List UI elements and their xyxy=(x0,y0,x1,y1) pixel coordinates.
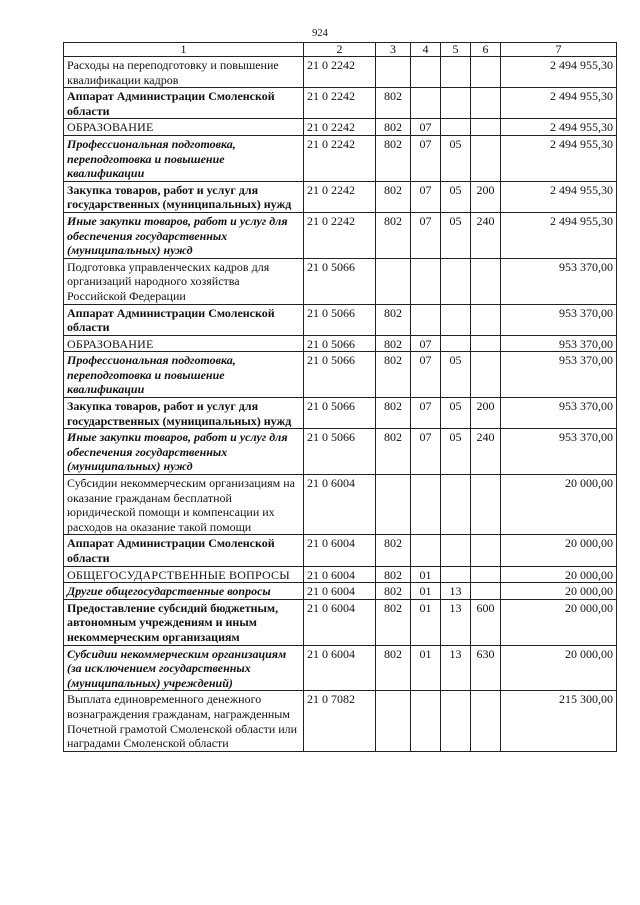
row-subsection-cell xyxy=(441,566,471,583)
row-amount-cell: 20 000,00 xyxy=(501,535,617,566)
header-col-6: 6 xyxy=(471,43,501,57)
row-amount-cell: 2 494 955,30 xyxy=(501,181,617,212)
row-ministry-code-cell: 802 xyxy=(376,645,411,691)
row-name-cell: Субсидии некоммерческим организациям на оказание гражданам бесплатной юридической помощи и компенсации их расходов на оказание такой помощи xyxy=(64,475,304,535)
row-section-cell: 07 xyxy=(411,352,441,398)
row-section-cell: 07 xyxy=(411,335,441,352)
row-target-article-cell: 21 0 5066 xyxy=(304,304,376,335)
row-amount-cell: 953 370,00 xyxy=(501,258,617,304)
row-name-cell: ОБРАЗОВАНИЕ xyxy=(64,335,304,352)
row-section-cell xyxy=(411,258,441,304)
table-row xyxy=(64,535,617,566)
row-target-article-cell: 21 0 2242 xyxy=(304,119,376,136)
row-name-cell: Другие общегосударственные вопросы xyxy=(64,583,304,600)
row-expense-type-cell xyxy=(471,535,501,566)
row-ministry-code-cell: 802 xyxy=(376,304,411,335)
row-expense-type-cell xyxy=(471,335,501,352)
table-row xyxy=(64,599,617,645)
budget-table xyxy=(63,42,617,752)
row-target-article-cell: 21 0 6004 xyxy=(304,583,376,600)
row-subsection-cell: 05 xyxy=(441,181,471,212)
row-subsection-cell: 05 xyxy=(441,398,471,429)
row-expense-type-cell: 600 xyxy=(471,599,501,645)
row-target-article-cell: 21 0 6004 xyxy=(304,645,376,691)
header-col-3: 3 xyxy=(376,43,411,57)
row-subsection-cell: 05 xyxy=(441,352,471,398)
row-expense-type-cell xyxy=(471,475,501,535)
row-amount-cell: 2 494 955,30 xyxy=(501,88,617,119)
row-section-cell xyxy=(411,88,441,119)
row-subsection-cell xyxy=(441,119,471,136)
row-ministry-code-cell: 802 xyxy=(376,335,411,352)
row-name-cell: Выплата единовременного денежного вознаграждения гражданам, награжденным Почетной грамотой Смоленской области или наградами Смоленской области xyxy=(64,691,304,751)
row-amount-cell: 20 000,00 xyxy=(501,475,617,535)
row-ministry-code-cell xyxy=(376,691,411,751)
row-expense-type-cell xyxy=(471,304,501,335)
row-ministry-code-cell xyxy=(376,258,411,304)
row-name-cell: Расходы на переподготовку и повышение квалификации кадров xyxy=(64,57,304,88)
row-name-cell: Закупка товаров, работ и услуг для государственных (муниципальных) нужд xyxy=(64,398,304,429)
header-col-2: 2 xyxy=(304,43,376,57)
table-row xyxy=(64,57,617,88)
row-subsection-cell xyxy=(441,304,471,335)
row-name-cell: Подготовка управленческих кадров для организаций народного хозяйства Российской Федерации xyxy=(64,258,304,304)
row-name-cell: ОБЩЕГОСУДАРСТВЕННЫЕ ВОПРОСЫ xyxy=(64,566,304,583)
table-row xyxy=(64,119,617,136)
table-row xyxy=(64,181,617,212)
row-amount-cell: 953 370,00 xyxy=(501,429,617,475)
row-name-cell: Иные закупки товаров, работ и услуг для обеспечения государственных (муниципальных) нужд xyxy=(64,212,304,258)
row-ministry-code-cell: 802 xyxy=(376,119,411,136)
page-number: 924 xyxy=(312,28,328,39)
row-amount-cell: 20 000,00 xyxy=(501,566,617,583)
row-amount-cell: 953 370,00 xyxy=(501,352,617,398)
header-col-5: 5 xyxy=(441,43,471,57)
row-expense-type-cell xyxy=(471,566,501,583)
row-expense-type-cell xyxy=(471,352,501,398)
row-section-cell: 01 xyxy=(411,599,441,645)
row-subsection-cell: 05 xyxy=(441,212,471,258)
table-row xyxy=(64,645,617,691)
row-amount-cell: 20 000,00 xyxy=(501,583,617,600)
row-ministry-code-cell: 802 xyxy=(376,135,411,181)
row-amount-cell: 20 000,00 xyxy=(501,599,617,645)
row-section-cell xyxy=(411,691,441,751)
table-row xyxy=(64,566,617,583)
row-target-article-cell: 21 0 6004 xyxy=(304,599,376,645)
row-name-cell: Аппарат Администрации Смоленской области xyxy=(64,88,304,119)
row-target-article-cell: 21 0 5066 xyxy=(304,429,376,475)
row-target-article-cell: 21 0 5066 xyxy=(304,352,376,398)
row-ministry-code-cell: 802 xyxy=(376,535,411,566)
table-row xyxy=(64,429,617,475)
table-body xyxy=(64,57,617,752)
table-row xyxy=(64,583,617,600)
row-section-cell: 01 xyxy=(411,645,441,691)
header-col-7: 7 xyxy=(501,43,617,57)
row-section-cell: 01 xyxy=(411,583,441,600)
row-subsection-cell xyxy=(441,57,471,88)
row-amount-cell: 2 494 955,30 xyxy=(501,135,617,181)
row-expense-type-cell xyxy=(471,119,501,136)
row-ministry-code-cell: 802 xyxy=(376,88,411,119)
table-row xyxy=(64,135,617,181)
row-ministry-code-cell: 802 xyxy=(376,583,411,600)
row-section-cell: 07 xyxy=(411,119,441,136)
row-subsection-cell xyxy=(441,475,471,535)
row-subsection-cell: 13 xyxy=(441,583,471,600)
row-subsection-cell xyxy=(441,88,471,119)
row-ministry-code-cell: 802 xyxy=(376,429,411,475)
table-row xyxy=(64,352,617,398)
row-expense-type-cell: 200 xyxy=(471,398,501,429)
row-target-article-cell: 21 0 2242 xyxy=(304,88,376,119)
row-amount-cell: 20 000,00 xyxy=(501,645,617,691)
row-name-cell: Иные закупки товаров, работ и услуг для обеспечения государственных (муниципальных) нужд xyxy=(64,429,304,475)
row-expense-type-cell xyxy=(471,57,501,88)
row-amount-cell: 2 494 955,30 xyxy=(501,57,617,88)
row-target-article-cell: 21 0 5066 xyxy=(304,258,376,304)
row-amount-cell: 215 300,00 xyxy=(501,691,617,751)
row-section-cell xyxy=(411,57,441,88)
row-target-article-cell: 21 0 5066 xyxy=(304,398,376,429)
row-target-article-cell: 21 0 5066 xyxy=(304,335,376,352)
row-expense-type-cell xyxy=(471,691,501,751)
row-amount-cell: 953 370,00 xyxy=(501,398,617,429)
row-target-article-cell: 21 0 2242 xyxy=(304,181,376,212)
row-expense-type-cell xyxy=(471,135,501,181)
table-row xyxy=(64,398,617,429)
row-ministry-code-cell xyxy=(376,57,411,88)
table-row xyxy=(64,335,617,352)
row-subsection-cell: 05 xyxy=(441,429,471,475)
row-subsection-cell: 13 xyxy=(441,599,471,645)
row-name-cell: Предоставление субсидий бюджетным, автономным учреждениям и иным некоммерческим организациям xyxy=(64,599,304,645)
row-ministry-code-cell: 802 xyxy=(376,566,411,583)
row-subsection-cell xyxy=(441,535,471,566)
row-section-cell xyxy=(411,304,441,335)
row-target-article-cell: 21 0 2242 xyxy=(304,135,376,181)
row-subsection-cell xyxy=(441,258,471,304)
row-ministry-code-cell: 802 xyxy=(376,398,411,429)
row-section-cell: 07 xyxy=(411,181,441,212)
row-target-article-cell: 21 0 6004 xyxy=(304,535,376,566)
row-amount-cell: 953 370,00 xyxy=(501,335,617,352)
row-amount-cell: 953 370,00 xyxy=(501,304,617,335)
row-expense-type-cell: 200 xyxy=(471,181,501,212)
header-col-4: 4 xyxy=(411,43,441,57)
row-name-cell: Субсидии некоммерческим организациям (за исключением государственных (муниципальных) учреждений) xyxy=(64,645,304,691)
row-target-article-cell: 21 0 6004 xyxy=(304,475,376,535)
row-expense-type-cell xyxy=(471,583,501,600)
row-target-article-cell: 21 0 2242 xyxy=(304,212,376,258)
row-name-cell: Аппарат Администрации Смоленской области xyxy=(64,304,304,335)
table-row xyxy=(64,304,617,335)
row-subsection-cell: 13 xyxy=(441,645,471,691)
table-row xyxy=(64,691,617,751)
row-subsection-cell xyxy=(441,691,471,751)
row-expense-type-cell: 630 xyxy=(471,645,501,691)
row-section-cell: 07 xyxy=(411,398,441,429)
row-section-cell: 07 xyxy=(411,212,441,258)
row-name-cell: ОБРАЗОВАНИЕ xyxy=(64,119,304,136)
row-expense-type-cell xyxy=(471,88,501,119)
header-col-1: 1 xyxy=(64,43,304,57)
row-target-article-cell: 21 0 2242 xyxy=(304,57,376,88)
row-expense-type-cell xyxy=(471,258,501,304)
row-subsection-cell: 05 xyxy=(441,135,471,181)
row-subsection-cell xyxy=(441,335,471,352)
row-section-cell: 01 xyxy=(411,566,441,583)
row-ministry-code-cell: 802 xyxy=(376,599,411,645)
row-name-cell: Профессиональная подготовка, переподготовка и повышение квалификации xyxy=(64,135,304,181)
row-ministry-code-cell: 802 xyxy=(376,212,411,258)
row-ministry-code-cell: 802 xyxy=(376,352,411,398)
row-ministry-code-cell xyxy=(376,475,411,535)
row-ministry-code-cell: 802 xyxy=(376,181,411,212)
table-row xyxy=(64,88,617,119)
table-row xyxy=(64,212,617,258)
row-section-cell xyxy=(411,475,441,535)
table-header-row xyxy=(64,43,617,57)
row-section-cell xyxy=(411,535,441,566)
row-name-cell: Закупка товаров, работ и услуг для государственных (муниципальных) нужд xyxy=(64,181,304,212)
row-section-cell: 07 xyxy=(411,429,441,475)
row-amount-cell: 2 494 955,30 xyxy=(501,119,617,136)
row-amount-cell: 2 494 955,30 xyxy=(501,212,617,258)
row-name-cell: Аппарат Администрации Смоленской области xyxy=(64,535,304,566)
table-row xyxy=(64,475,617,535)
row-expense-type-cell: 240 xyxy=(471,429,501,475)
row-section-cell: 07 xyxy=(411,135,441,181)
row-expense-type-cell: 240 xyxy=(471,212,501,258)
row-target-article-cell: 21 0 6004 xyxy=(304,566,376,583)
table-row xyxy=(64,258,617,304)
row-name-cell: Профессиональная подготовка, переподготовка и повышение квалификации xyxy=(64,352,304,398)
row-target-article-cell: 21 0 7082 xyxy=(304,691,376,751)
